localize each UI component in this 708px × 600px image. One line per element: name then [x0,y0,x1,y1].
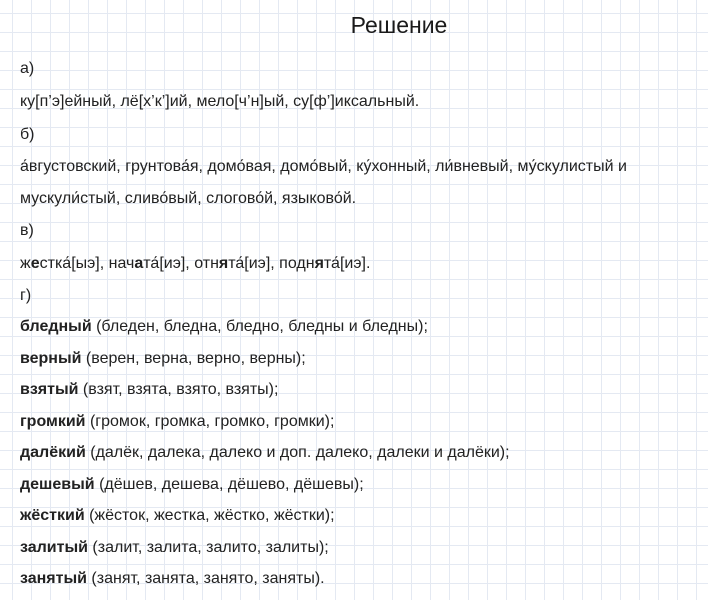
word: жёсткий [20,507,85,524]
list-item [20,507,335,525]
stressed-letter: я [218,255,229,272]
stressed-letter: е [30,255,40,272]
word: взятый [20,381,79,398]
word: занятый [20,570,87,587]
text-part: та́[иэ]. [323,255,371,272]
section-b-line1: а́вгустовский, грунтова́я, домо́вая, домо́вый, ку́хонный, ли́вневый, му́скулистый и [20,158,627,175]
forms: (занят, занята, занято, заняты). [86,570,325,587]
text-part: та́[иэ], подн [228,255,315,272]
forms: (дёшев, дешева, дёшево, дёшевы); [94,475,364,493]
section-b-label: б) [20,126,35,143]
list-item [20,350,306,368]
list-item [20,539,329,557]
page-title: Решение [350,12,448,38]
forms: (взят, взята, взято, взяты); [78,381,279,398]
word: далёкий [20,444,86,461]
list-item [20,413,334,431]
section-v-text [20,255,370,273]
section-v-label: в) [20,222,34,239]
list-item [20,444,510,462]
stressed-letter: я [314,255,324,272]
forms: (залит, залита, залито, залиты); [87,538,329,556]
word: громкий [20,412,86,430]
list-item [20,318,428,336]
stressed-letter: а [134,255,144,272]
section-g-label: г) [20,287,32,304]
forms: (громок, громка, громко, громки); [85,412,335,430]
list-item [20,381,278,399]
forms: (верен, верна, верно, верны); [81,349,306,367]
text-part: та́[иэ], отн [143,255,219,272]
forms: (жёсток, жестка, жёстко, жёстки); [84,507,335,524]
word: дешевый [20,475,95,493]
section-b-line2: мускули́стый, сливо́вый, слогово́й, языково́й. [20,190,357,207]
forms: (бледен, бледна, бледно, бледны и бледны); [91,318,428,335]
text-part: ж [20,255,31,272]
list-item [20,476,364,494]
word: верный [20,349,82,367]
section-a-label: а) [20,60,35,77]
word: бледный [20,318,92,335]
list-item [20,570,325,588]
forms: (далёк, далека, далеко и доп. далеко, далеки и далёки); [85,444,510,461]
section-a-text: ку[п’э]ейный, лё[х’к’]ий, мело[ч’н]ый, су[ф’]иксальный. [20,93,420,110]
text-part: стка́[ыэ], нач [39,255,135,272]
word: залитый [20,538,88,556]
